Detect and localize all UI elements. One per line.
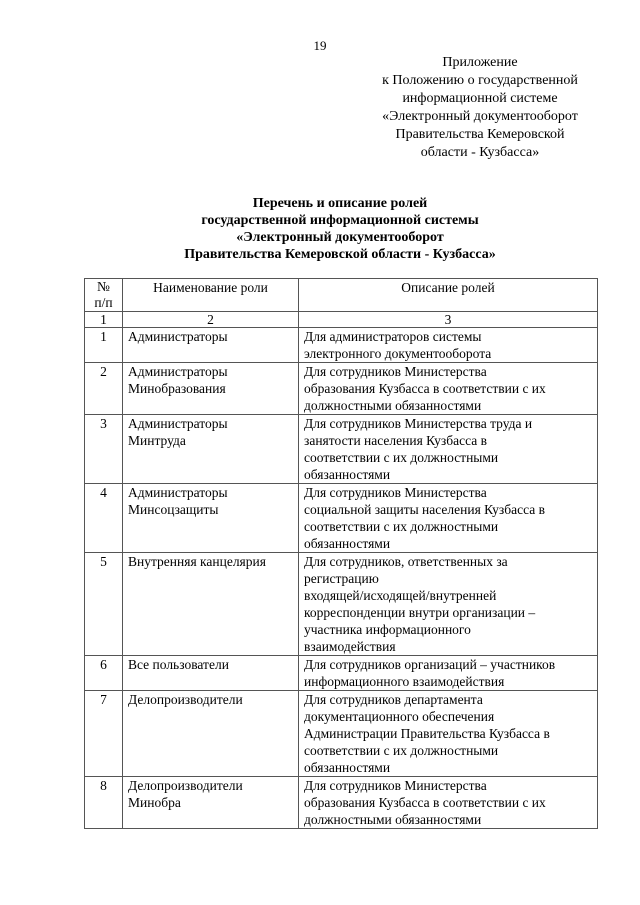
row-number: 7	[85, 691, 123, 777]
role-name-line: Администраторы	[128, 364, 228, 379]
appendix-line: информационной системе	[402, 91, 558, 106]
table-row	[85, 363, 598, 415]
role-name-line: Минобразования	[128, 381, 226, 396]
role-name-line: Минтруда	[128, 433, 186, 448]
column-index: 1	[85, 312, 123, 328]
table-row	[85, 415, 598, 484]
role-name-line: Минсоцзащиты	[128, 502, 219, 517]
role-description-line: обязанностями	[304, 467, 391, 482]
role-name-cell	[123, 777, 299, 829]
header-role-name: Наименование роли	[123, 279, 299, 312]
role-description-line: входящей/исходящей/внутренней	[304, 588, 497, 603]
role-description-line: должностными обязанностями	[304, 398, 482, 413]
role-description-cell	[299, 328, 598, 363]
roles-table	[84, 278, 598, 829]
role-description-line: Администрации Правительства Кузбасса в	[304, 726, 550, 741]
role-name-line: Администраторы	[128, 485, 228, 500]
role-description-line: взаимодействия	[304, 639, 396, 654]
role-description-cell	[299, 415, 598, 484]
role-name-cell	[123, 691, 299, 777]
role-description-cell	[299, 777, 598, 829]
row-number: 6	[85, 656, 123, 691]
role-description-line: Для администраторов системы	[304, 329, 482, 344]
role-description-cell	[299, 691, 598, 777]
role-name-line: Внутренняя канцелярия	[128, 554, 266, 569]
appendix-line: «Электронный документооборот	[382, 109, 578, 124]
role-description-line: Для сотрудников департамента	[304, 692, 483, 707]
row-number: 8	[85, 777, 123, 829]
header-number	[85, 279, 123, 312]
role-description-line: Для сотрудников Министерства	[304, 778, 487, 793]
table-header-row	[85, 279, 598, 312]
role-name-line: Администраторы	[128, 329, 228, 344]
header-number-line: №	[97, 279, 110, 294]
role-name-cell	[123, 656, 299, 691]
page-number: 19	[313, 38, 327, 53]
role-name-cell	[123, 484, 299, 553]
appendix-block	[362, 54, 598, 162]
role-description-line: социальной защиты населения Кузбасса в	[304, 502, 546, 517]
role-description-line: регистрацию	[304, 571, 379, 586]
role-description-line: информационного взаимодействия	[304, 674, 505, 689]
title-line: Правительства Кемеровской области - Кузбасса»	[184, 247, 496, 262]
role-description-line: обязанностями	[304, 760, 391, 775]
role-description-line: Для сотрудников, ответственных за	[304, 554, 508, 569]
role-description-line: корреспонденции внутри организации –	[304, 605, 536, 620]
role-description-line: Для сотрудников организаций – участников	[304, 657, 556, 672]
appendix-line: к Положению о государственной	[382, 73, 578, 88]
role-description-line: Для сотрудников Министерства труда и	[304, 416, 533, 431]
table-row	[85, 328, 598, 363]
role-description-cell	[299, 484, 598, 553]
role-name-line: Делопроизводители	[128, 692, 243, 707]
header-number-line: п/п	[94, 295, 113, 310]
role-description-cell	[299, 363, 598, 415]
role-name-cell	[123, 328, 299, 363]
role-name-cell	[123, 363, 299, 415]
role-description-line: соответствии с их должностными	[304, 519, 499, 534]
role-description-line: соответствии с их должностными	[304, 743, 499, 758]
role-description-line: Для сотрудников Министерства	[304, 364, 487, 379]
title-line: Перечень и описание ролей	[252, 196, 428, 211]
title-line: «Электронный документооборот	[236, 230, 444, 245]
table-row	[85, 484, 598, 553]
role-name-line: Администраторы	[128, 416, 228, 431]
role-name-line: Минобра	[128, 795, 181, 810]
appendix-line: Правительства Кемеровской	[395, 127, 565, 142]
table-row	[85, 777, 598, 829]
document-title	[80, 195, 600, 263]
column-index-row	[85, 312, 598, 328]
role-description-cell	[299, 553, 598, 656]
role-description-line: Для сотрудников Министерства	[304, 485, 487, 500]
column-index: 2	[123, 312, 299, 328]
role-description-line: электронного документооборота	[304, 346, 492, 361]
table-row	[85, 656, 598, 691]
role-description-line: должностными обязанностями	[304, 812, 482, 827]
title-line: государственной информационной системы	[201, 213, 479, 228]
role-description-line: занятости населения Кузбасса в	[304, 433, 488, 448]
column-index: 3	[299, 312, 598, 328]
appendix-line: Приложение	[442, 55, 518, 70]
table-body	[85, 328, 598, 829]
role-name-cell	[123, 553, 299, 656]
role-description-line: образования Кузбасса в соответствии с их	[304, 795, 546, 810]
role-description-line: соответствии с их должностными	[304, 450, 499, 465]
header-role-description: Описание ролей	[299, 279, 598, 312]
table-row	[85, 691, 598, 777]
role-description-line: участника информационного	[304, 622, 471, 637]
role-name-line: Все пользователи	[128, 657, 229, 672]
role-description-cell	[299, 656, 598, 691]
table-row	[85, 553, 598, 656]
role-description-line: документационного обеспечения	[304, 709, 495, 724]
row-number: 5	[85, 553, 123, 656]
row-number: 3	[85, 415, 123, 484]
row-number: 1	[85, 328, 123, 363]
row-number: 4	[85, 484, 123, 553]
appendix-line: области - Кузбасса»	[420, 145, 540, 160]
role-name-cell	[123, 415, 299, 484]
role-description-line: образования Кузбасса в соответствии с их	[304, 381, 546, 396]
role-description-line: обязанностями	[304, 536, 391, 551]
role-name-line: Делопроизводители	[128, 778, 243, 793]
row-number: 2	[85, 363, 123, 415]
